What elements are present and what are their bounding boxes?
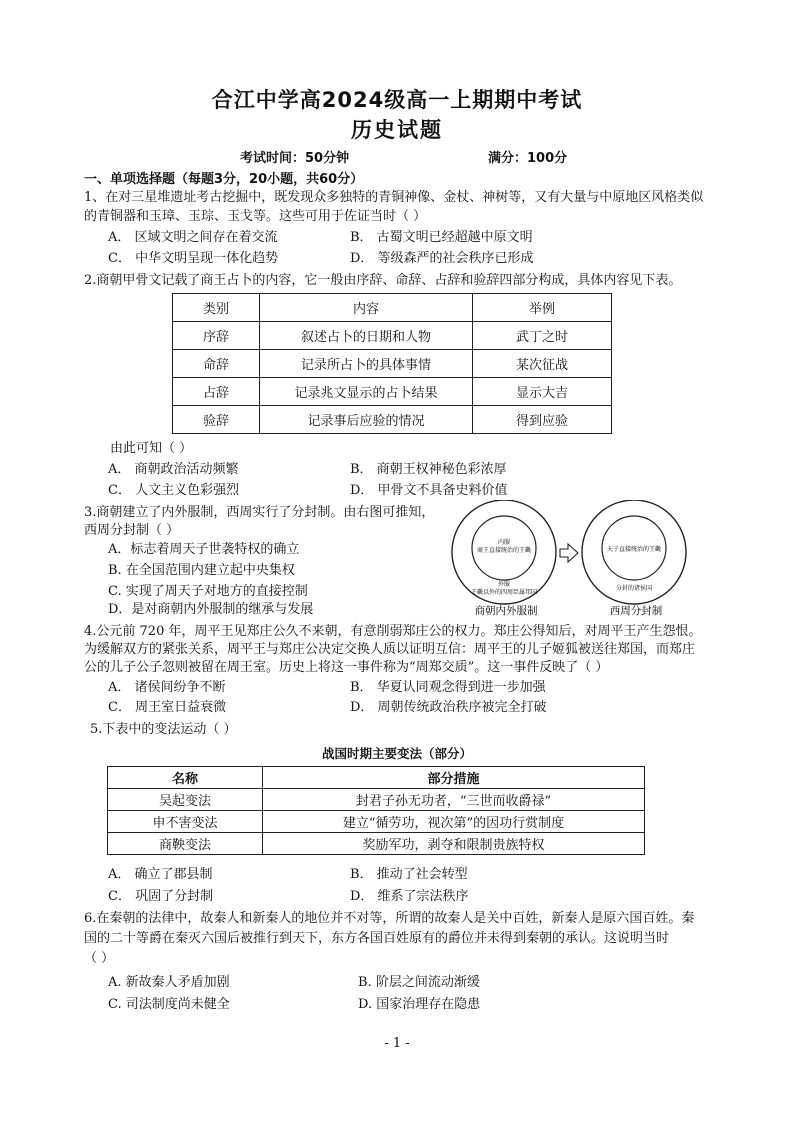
table-cell: 建立“循劳功，视次第”的因功行赏制度: [263, 811, 645, 833]
q3-diagram: [450, 500, 700, 620]
q3-stem-line: 3.商朝建立了内外服制，西周实行了分封制。由右图可推知，: [84, 505, 435, 520]
q6-option-a: A. 新故秦人矛盾加剧: [108, 975, 230, 990]
table-cell: 序辞: [173, 322, 260, 350]
q1-option-c: C． 中华文明呈现一体化趋势: [108, 251, 279, 266]
q3-option-b: B. 在全国范围内建立起中央集权: [108, 563, 295, 578]
table-cell: 吴起变法: [108, 789, 263, 811]
q1-stem-line: 的青铜器和玉璋、玉琮、玉戈等。这些可用于佐证当时（ ）: [84, 209, 427, 224]
table-row: [108, 811, 645, 833]
q2-option-c: C． 人文主义色彩强烈: [108, 483, 240, 498]
diagram-label: 分封的诸侯国: [615, 585, 653, 592]
table-cell: 记录事后应验的情况: [260, 406, 473, 434]
table-row: [173, 322, 612, 350]
table-cell: 显示大吉: [473, 378, 612, 406]
q5-table-title: 战国时期主要变法（部分）: [321, 746, 472, 761]
table-cell: 命辞: [173, 350, 260, 378]
diagram-caption: 商朝内外服制: [474, 605, 538, 617]
table-header: 内容: [260, 294, 473, 322]
table-cell: 武丁之时: [473, 322, 612, 350]
diagram-label: 外服: [497, 581, 511, 588]
q6-stem-line: 国的二十等爵在秦灭六国后被推行到天下，东方各国百姓原有的爵位并未得到秦朝的承认。这说明当时: [84, 931, 670, 946]
q5-option-b: B． 推动了社会转型: [350, 867, 468, 882]
q5-table: [107, 766, 645, 855]
q4-stem-line: 公的儿子公子忽则被留在周王室。历史上将这一事件称为“周郑交质”。这一事件反映了（ ）: [84, 660, 609, 675]
section-heading: 一、单项选择题（每题3分，20小题，共60分）: [84, 172, 364, 187]
table-row: [108, 833, 645, 855]
q6-stem-line: （ ）: [84, 951, 115, 966]
table-cell: 记录兆文显示的占卜结果: [260, 378, 473, 406]
q2-stem-line: 2.商朝甲骨文记载了商王占卜的内容，它一般由序辞、命辞、占辞和验辞四部分构成，具体内容见下表。: [84, 273, 682, 288]
table-header: 名称: [108, 767, 263, 789]
q2-option-d: D． 甲骨文不具备史料价值: [350, 483, 508, 498]
q6-option-d: D. 国家治理存在隐患: [358, 997, 481, 1012]
q4-stem-line: 为缓解双方的紧张关系，周平王与郑庄公决定交换人质以证明互信：周平王的儿子姬狐被送往郑国，而郑庄: [84, 642, 696, 657]
table-cell: 奖励军功，剥夺和限制贵族特权: [263, 833, 645, 855]
q1-stem-line: 1、在对三星堆遗址考古挖掘中，既发现众多独特的青铜神像、金杖、神树等，又有大量与中原地区风格类似: [84, 190, 704, 205]
q3-option-c: C. 实现了周天子对地方的直接控制: [108, 584, 308, 599]
q2-prompt: 由此可知（ ）: [110, 441, 193, 456]
table-row: [108, 789, 645, 811]
q1-option-d: D． 等级森严的社会秩序已形成: [350, 251, 534, 266]
q2-option-a: A． 商朝政治活动频繁: [108, 462, 239, 477]
table-cell: 占辞: [173, 378, 260, 406]
q4-option-b: B． 华夏认同观念得到进一步加强: [350, 680, 546, 695]
exam-time: 考试时间：50分钟: [240, 151, 350, 166]
q5-option-c: C． 巩固了分封制: [108, 889, 214, 904]
q4-option-d: D． 周朝传统政治秩序被完全打破: [350, 700, 547, 715]
q1-option-a: A． 区域文明之间存在着交流: [108, 230, 278, 245]
table-cell: 记录所占卜的具体事情: [260, 350, 473, 378]
q3-option-d: D．是对商朝内外服制的继承与发展: [108, 602, 314, 617]
q3-stem-line: 西周分封制（ ）: [84, 523, 180, 538]
q3-option-a: A．标志着周天子世袭特权的确立: [108, 542, 300, 557]
q6-option-b: B. 阶层之间流动渐缓: [358, 975, 480, 990]
q2-table: [172, 293, 612, 434]
table-header: 举例: [473, 294, 612, 322]
table-cell: 得到应验: [473, 406, 612, 434]
table-row: [173, 378, 612, 406]
table-cell: 某次征战: [473, 350, 612, 378]
table-row: [173, 406, 612, 434]
table-cell: 叙述占卜的日期和人物: [260, 322, 473, 350]
q5-stem-line: 5.下表中的变法运动（ ）: [90, 722, 237, 737]
q2-option-b: B． 商朝王权神秘色彩浓厚: [350, 462, 507, 477]
table-header: 类别: [173, 294, 260, 322]
exam-title: 合江中学高2024级高一上期期中考试: [211, 88, 583, 112]
table-cell: 申不害变法: [108, 811, 263, 833]
table-header: 部分措施: [263, 767, 645, 789]
q1-option-b: B． 古蜀文明已经超越中原文明: [350, 230, 533, 245]
diagram-label: 内服: [497, 539, 511, 546]
q6-option-c: C. 司法制度尚未健全: [108, 997, 230, 1012]
page-number: - 1 -: [384, 1036, 410, 1051]
q5-option-d: D． 维系了宗法秩序: [350, 889, 469, 904]
table-cell: 封君子孙无功者，“三世而收爵禄”: [263, 789, 645, 811]
diagram-label: 天子直接统治的王畿: [606, 546, 662, 553]
q6-stem-line: 6.在秦朝的法律中，故秦人和新秦人的地位并不对等，所谓的故秦人是关中百姓，新秦人是原六国百姓。秦: [84, 911, 695, 926]
diagram-label: 商王直接统治的王畿: [476, 547, 532, 554]
diagram-caption: 西周分封制: [609, 605, 663, 617]
exam-score: 满分：100分: [488, 151, 568, 166]
table-cell: 商鞅变法: [108, 833, 263, 855]
q4-option-c: C． 周王室日益衰微: [108, 700, 227, 715]
table-cell: 验辞: [173, 406, 260, 434]
q4-stem-line: 4.公元前 720 年，周平王见郑庄公久不来朝，有意削弱郑庄公的权力。郑庄公得知后，对周平王产生怨恨。: [84, 624, 702, 639]
table-row: [173, 350, 612, 378]
q4-option-a: A． 诸侯间纷争不断: [108, 680, 226, 695]
q5-option-a: A． 确立了郡县制: [108, 867, 213, 882]
arrow-icon: [560, 544, 578, 562]
exam-subtitle: 历史试题: [351, 118, 443, 142]
diagram-label: 王畿以外的四周臣属邦国: [470, 589, 538, 596]
